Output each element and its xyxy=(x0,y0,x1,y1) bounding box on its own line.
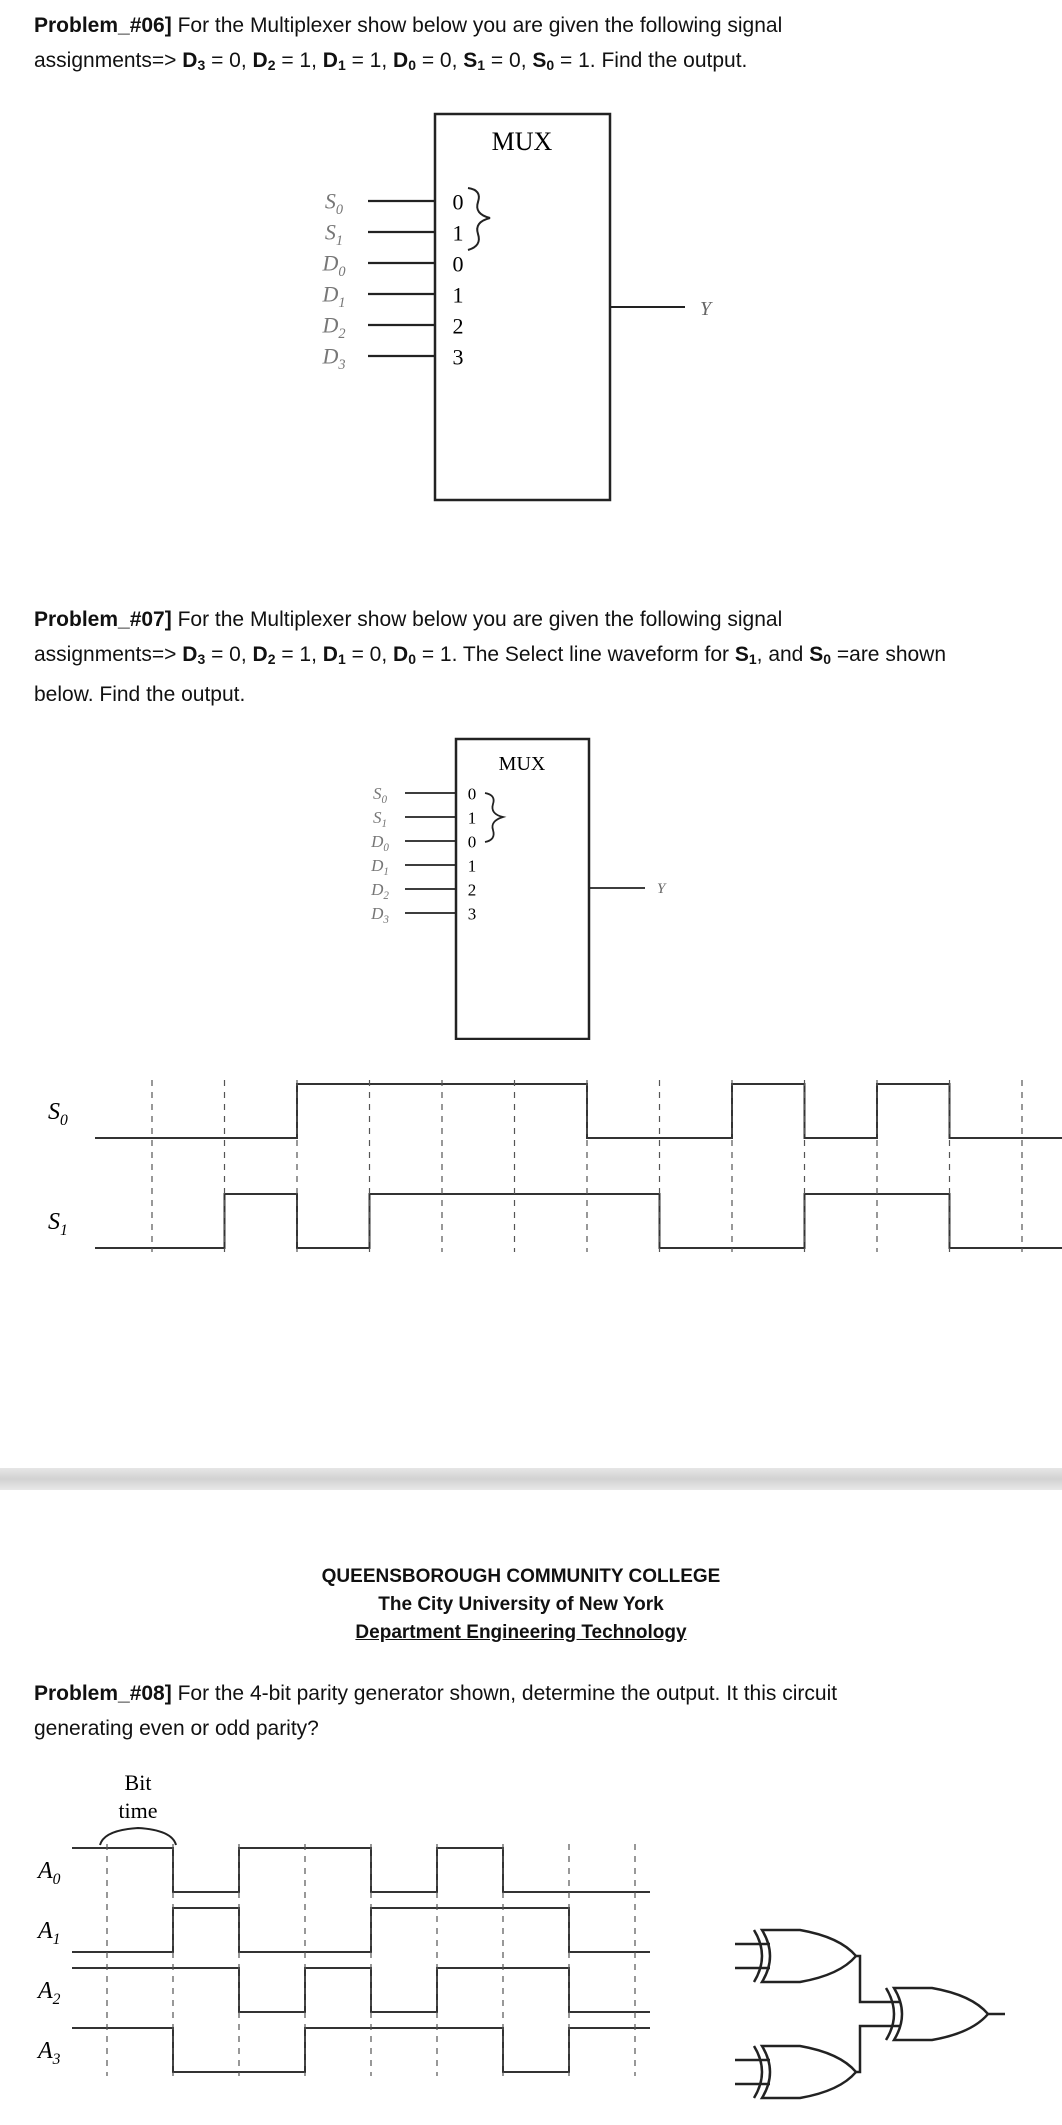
assignment-d3: $D_3 = 0$, xyxy=(182,643,253,667)
mux-pin-number-5: 3 xyxy=(467,904,477,924)
problem-06-line-2 xyxy=(34,43,1034,83)
mux-input-label-d3: $D_3$ xyxy=(322,343,346,374)
mux-diagram-06 xyxy=(0,100,1062,520)
assignment-d0: $D_0 = 0$, xyxy=(393,49,464,73)
mux-input-label-d1: $D_1$ xyxy=(322,281,346,312)
mux-pin-number-4: 2 xyxy=(467,880,477,900)
college-name: QUEENSBOROUGH COMMUNITY COLLEGE xyxy=(321,1566,721,1587)
signal-trace-a0 xyxy=(72,1848,650,1892)
mux-input-label-d3: $D_3$ xyxy=(371,903,389,927)
department-name: Department Engineering Technology xyxy=(355,1622,687,1643)
and-text: , and xyxy=(756,643,804,666)
problem-07-line-3: below. Find the output. xyxy=(34,683,246,706)
mux-pin-number-3: 1 xyxy=(467,856,477,876)
mux-diagram-07 xyxy=(0,730,1062,1040)
page-divider xyxy=(0,1468,1062,1490)
mux-input-label-d0: $D_0$ xyxy=(322,250,346,281)
assignment-d2: $D_2 = 1$, xyxy=(252,643,323,667)
assignments-prefix: assignments=> xyxy=(34,643,177,666)
mux-title: MUX xyxy=(498,753,546,775)
mux-input-label-d0: $D_0$ xyxy=(371,831,389,855)
bit-time-label-2: time xyxy=(118,1798,158,1823)
mux-input-label-s0: $S_0$ xyxy=(372,783,388,807)
assignment-d3: $D_3 = 0$, xyxy=(182,49,253,73)
problem-07-line-1 xyxy=(34,602,1034,637)
mux-output-label: Y xyxy=(700,298,712,320)
mux-pin-number-2: 0 xyxy=(452,251,464,277)
mux-inputs xyxy=(321,189,463,374)
problem-08-line-1 xyxy=(34,1676,1034,1711)
bit-time-bracket xyxy=(100,1828,176,1845)
assignment-d1: $D_1 = 0$, xyxy=(322,643,394,667)
select-brace xyxy=(485,793,503,842)
mux-input-label-d2: $D_2$ xyxy=(322,312,346,343)
assignment-d2: $D_2 = 1$, xyxy=(252,49,323,73)
signal-assignments xyxy=(182,643,463,666)
problem-08-label: Problem_#08] xyxy=(34,1682,172,1705)
signal-trace-s0 xyxy=(95,1084,1062,1138)
assignment-s0: $S_0 = 1$. xyxy=(532,49,602,73)
mux-input-label-s0: $S_0$ xyxy=(324,188,344,219)
mux-input-label-s1: $S_1$ xyxy=(372,807,388,831)
mux-pin-number-4: 2 xyxy=(452,313,464,339)
signal-label-s1: $S_1$ xyxy=(48,1209,68,1239)
mux-pin-number-1: 1 xyxy=(452,220,464,246)
mux-output-label: Y xyxy=(657,881,666,897)
problem-06-text xyxy=(34,8,1034,83)
problem-06-label: Problem_#06] xyxy=(34,14,172,37)
assignment-d0: $D_0 = 1$. xyxy=(393,643,463,667)
mux-pin-number-2: 0 xyxy=(467,832,477,852)
mux-input-label-s1: $S_1$ xyxy=(324,219,344,250)
problem-07-statement: For the Multiplexer show below you are given the following signal xyxy=(177,608,783,631)
s1-subscript: 1 xyxy=(748,651,757,667)
s0-subscript: 0 xyxy=(823,651,832,667)
signal-label-a2: $A_2$ xyxy=(38,1978,61,2008)
problem-07-text xyxy=(34,602,1034,712)
signal-assignments xyxy=(182,49,601,72)
problem-07-line-2 xyxy=(34,637,1034,677)
signal-trace-a2 xyxy=(72,1968,650,2012)
university-name: The City University of New York xyxy=(378,1594,664,1615)
signal-trace-a1 xyxy=(72,1908,650,1952)
waveform-traces xyxy=(48,1080,1062,1252)
assignments-prefix: assignments=> xyxy=(34,49,177,72)
mux-pin-number-3: 1 xyxy=(452,282,464,308)
signal-label-a1: $A_1$ xyxy=(38,1918,61,1948)
bit-time-label-1: Bit xyxy=(124,1770,152,1795)
mux-pin-number-1: 1 xyxy=(467,808,477,828)
select-waveform-07 xyxy=(0,1070,1062,1260)
signal-label-a3: $A_3$ xyxy=(38,2038,61,2068)
signal-label-s0: $S_0$ xyxy=(48,1099,68,1129)
mux-input-label-d2: $D_2$ xyxy=(371,879,389,903)
problem-06-line-1 xyxy=(34,8,1034,43)
parity-generator-figure xyxy=(0,1760,1062,2125)
mux-input-label-d1: $D_1$ xyxy=(371,855,389,879)
s1-symbol: S xyxy=(734,643,749,666)
select-waveform-text: The Select line waveform for xyxy=(462,643,729,666)
mux-title: MUX xyxy=(491,127,553,156)
signal-label-a0: $A_0$ xyxy=(38,1858,61,1888)
problem-08-statement: For the 4-bit parity generator shown, determine the output. It this circuit xyxy=(177,1682,838,1705)
signal-trace-s1 xyxy=(95,1194,1062,1248)
problem-07-label: Problem_#07] xyxy=(34,608,172,631)
problem-06-question: Find the output. xyxy=(601,49,748,72)
xor-gate-1 xyxy=(735,1930,856,1982)
parity-waveform-traces xyxy=(36,1844,650,2076)
mux-pin-number-0: 0 xyxy=(467,784,477,804)
problem-08-text xyxy=(34,1676,1034,1746)
mux-pin-number-0: 0 xyxy=(452,189,464,215)
s0-symbol: S xyxy=(809,643,824,666)
select-brace xyxy=(468,188,490,250)
signal-trace-a3 xyxy=(72,2028,650,2072)
mux-inputs xyxy=(370,784,476,926)
problem-06-statement: For the Multiplexer show below you are given the following signal xyxy=(177,14,783,37)
mux-pin-number-5: 3 xyxy=(452,344,464,370)
are-shown-text: =are shown xyxy=(836,643,947,666)
assignment-s1: $S_1 = 0$, xyxy=(463,49,533,73)
problem-08-line-2: generating even or odd parity? xyxy=(34,1717,319,1740)
assignment-d1: $D_1 = 1$, xyxy=(322,49,394,73)
xor-gate-3 xyxy=(856,1956,1005,2072)
xor-gate-2 xyxy=(735,2046,856,2098)
